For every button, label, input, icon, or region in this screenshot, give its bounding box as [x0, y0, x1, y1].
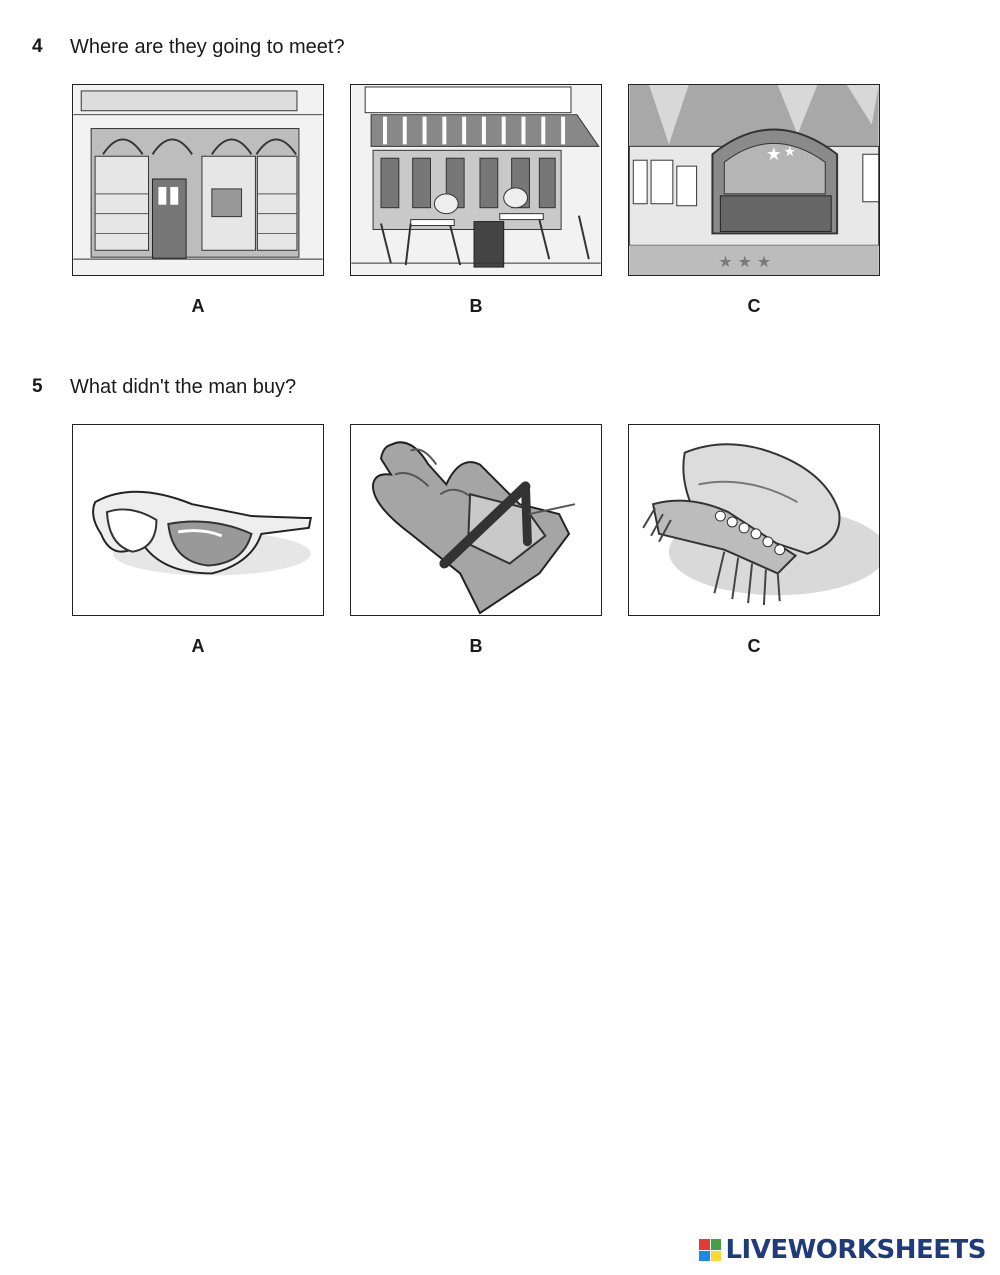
question-header [32, 372, 296, 402]
option-label: A [191, 636, 205, 656]
option-c[interactable] [628, 424, 880, 656]
option-a[interactable] [72, 424, 324, 656]
cinema-picture [628, 84, 880, 276]
svg-text:★: ★ [765, 144, 782, 166]
option-c[interactable] [628, 84, 880, 316]
gloves-picture [350, 424, 602, 616]
liveworksheets-watermark [699, 1235, 986, 1265]
svg-text:★ ★ ★: ★ ★ ★ [718, 252, 772, 272]
question-number: 4 [32, 36, 43, 57]
liveworksheets-logo-icon [699, 1239, 721, 1261]
question-text: Where are they going to meet? [70, 35, 345, 58]
question-text: What didn't the man buy? [70, 375, 297, 398]
scarf-picture [628, 424, 880, 616]
option-label: C [747, 636, 761, 656]
question-number: 5 [32, 376, 43, 397]
option-a[interactable] [72, 84, 324, 316]
cafe-picture [350, 84, 602, 276]
option-label: A [191, 296, 205, 316]
sunglasses-picture [72, 424, 324, 616]
option-b[interactable] [350, 84, 602, 316]
bookshop-picture [72, 84, 324, 276]
brand-name: LIVEWORKSHEETS [725, 1235, 986, 1265]
option-label: B [469, 296, 483, 316]
question-header [32, 32, 345, 62]
svg-text:★: ★ [783, 144, 797, 161]
option-b[interactable] [350, 424, 602, 656]
option-label: B [469, 636, 483, 656]
option-label: C [747, 296, 761, 316]
